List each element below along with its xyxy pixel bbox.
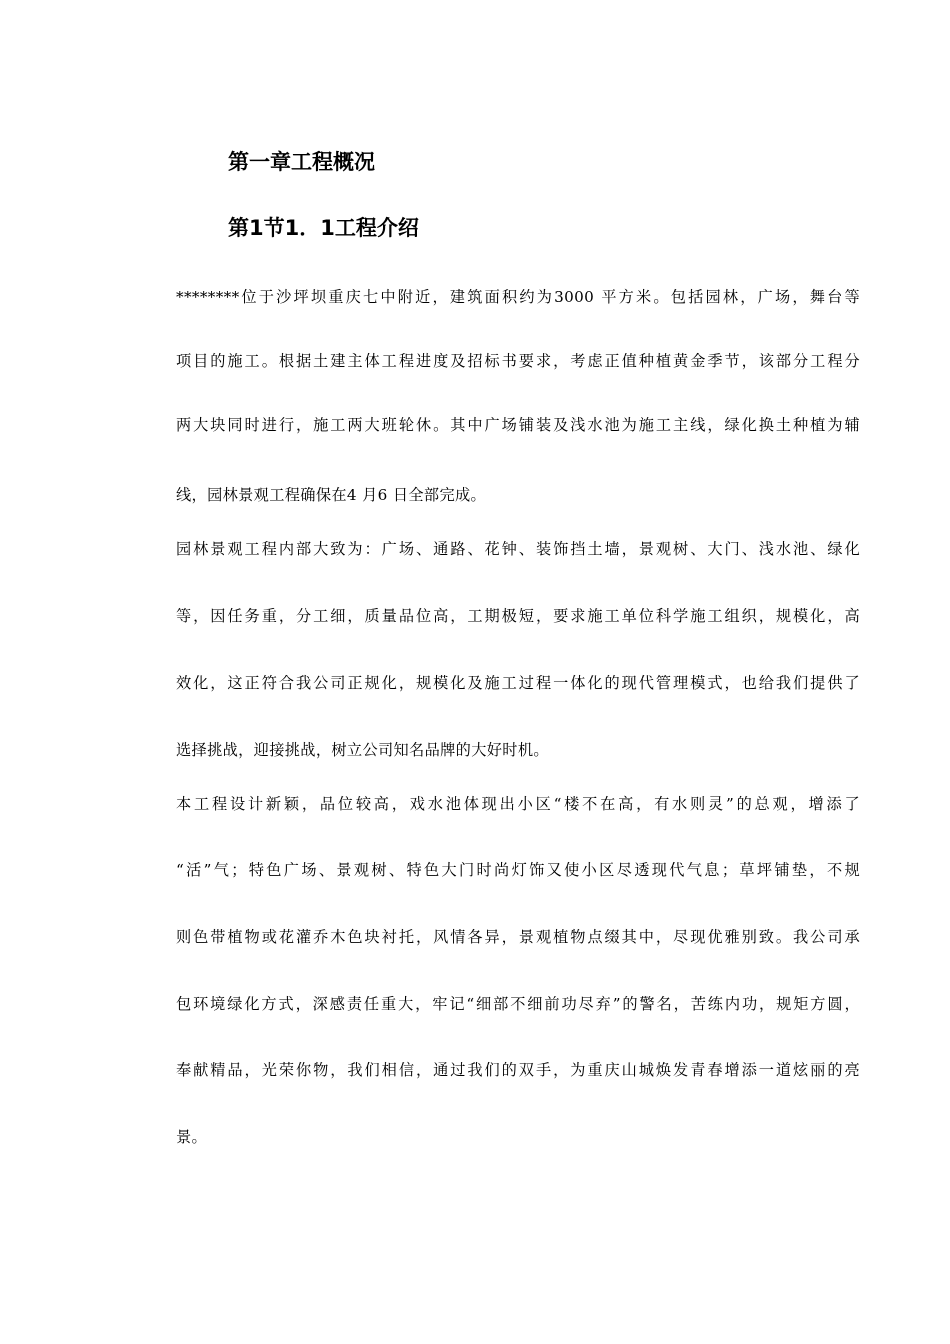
- section-heading: 第1节1．1工程介绍: [228, 216, 419, 240]
- paragraph-line: 选择挑战，迎接挑战，树立公司知名品牌的大好时机。: [176, 741, 549, 759]
- paragraph-line: 效化，这正符合我公司正规化，规模化及施工过程一体化的现代管理模式，也给我们提供了: [176, 674, 860, 692]
- paragraph-line: 项目的施工。根据土建主体工程进度及招标书要求，考虑正值种植黄金季节，该部分工程分: [176, 352, 860, 370]
- paragraph-line: 等，因任务重，分工细，质量品位高，工期极短，要求施工单位科学施工组织，规模化，高: [176, 607, 860, 625]
- paragraph-line: 景。: [176, 1128, 208, 1146]
- paragraph-line: 线，园林景观工程确保在4 月6 日全部完成。: [176, 486, 487, 504]
- paragraph-line: 两大块同时进行，施工两大班轮休。其中广场铺装及浅水池为施工主线，绿化换土种植为辅: [176, 416, 860, 434]
- paragraph-line: 园林景观工程内部大致为：广场、通路、花钟、装饰挡土墙，景观树、大门、浅水池、绿化: [176, 540, 860, 558]
- paragraph-line: ********位于沙坪坝重庆七中附近，建筑面积约为3000 平方米。包括园林，广场，舞台等: [176, 288, 860, 306]
- chapter-heading: 第一章工程概况: [228, 150, 375, 174]
- paragraph-line: “活”气；特色广场、景观树、特色大门时尚灯饰又使小区尽透现代气息；草坪铺垫，不规: [176, 861, 860, 879]
- paragraph-line: 包环境绿化方式，深感责任重大，牢记“细部不细前功尽弃”的警名，苦练内功，规矩方圆，: [176, 995, 860, 1013]
- paragraph-line: 则色带植物或花灌乔木色块衬托，风情各异，景观植物点缀其中，尽现优雅别致。我公司承: [176, 928, 860, 946]
- paragraph-line: 本工程设计新颖，品位较高，戏水池体现出小区“楼不在高，有水则灵”的总观，增添了: [176, 795, 860, 813]
- paragraph-line: 奉献精品，光荣你物，我们相信，通过我们的双手，为重庆山城焕发青春增添一道炫丽的亮: [176, 1061, 860, 1079]
